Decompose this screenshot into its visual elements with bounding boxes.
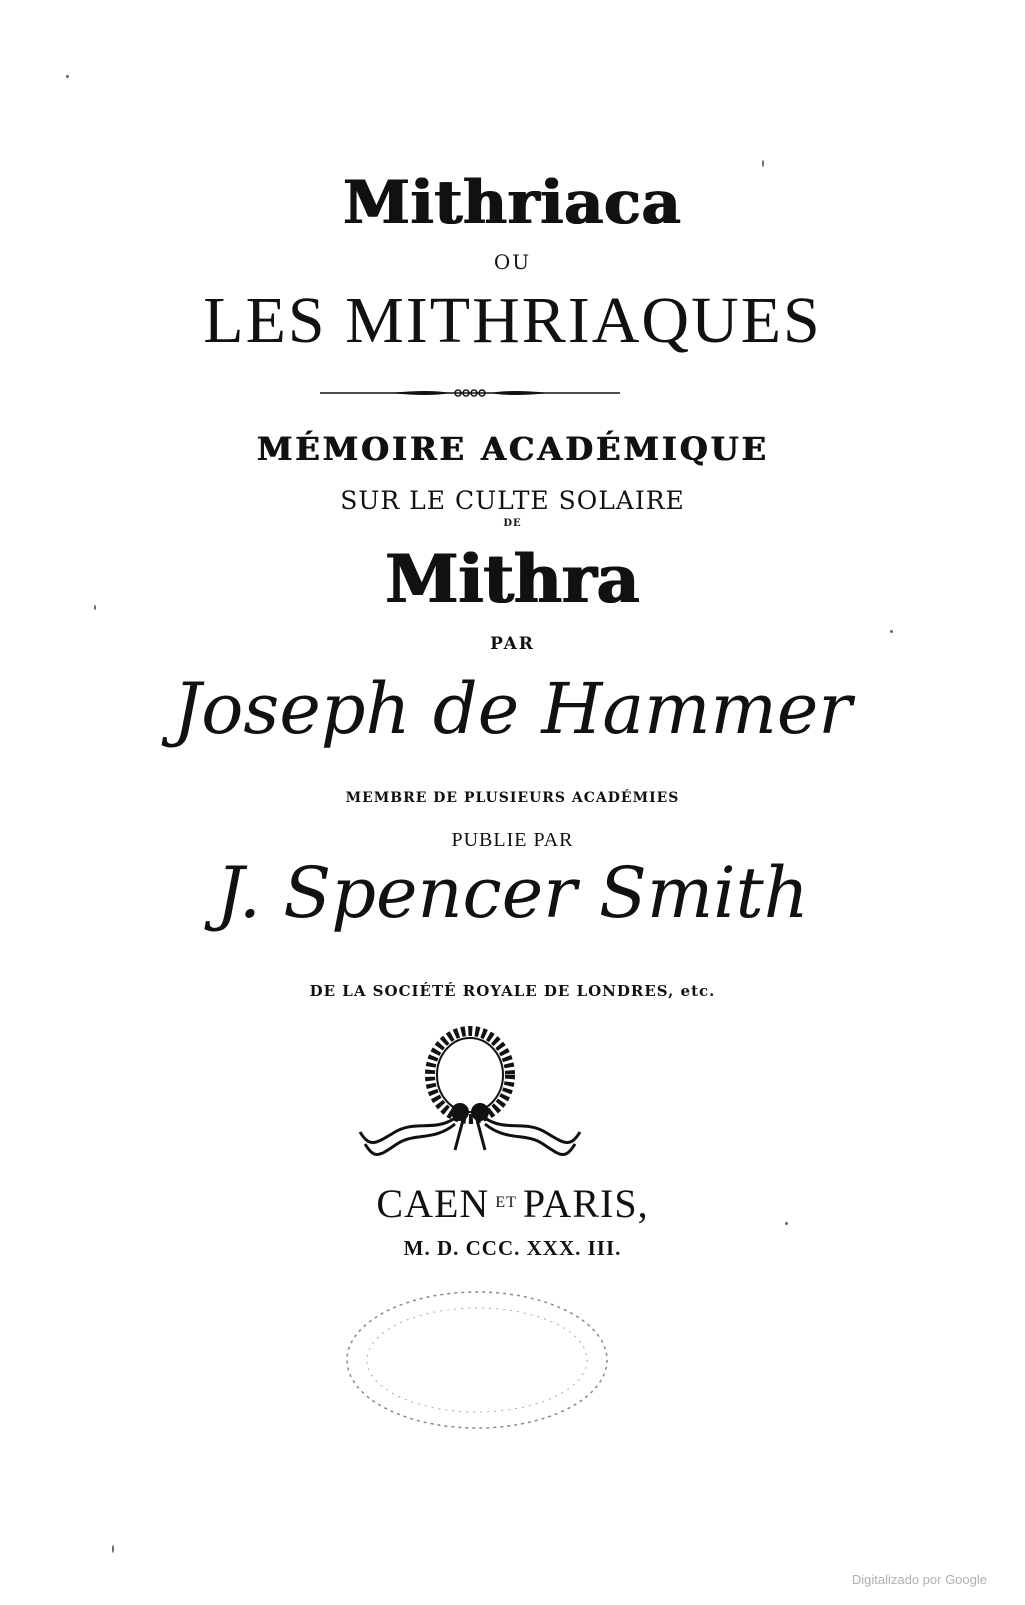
paper-speck [785,1222,788,1225]
paper-speck [762,160,764,167]
main-title: Mithriaca [343,168,682,238]
paper-speck [890,630,893,633]
place-paris: PARIS, [522,1181,649,1226]
editor-credentials: DE LA SOCIÉTÉ ROYALE DE LONDRES, etc. [309,982,716,1000]
place-caen: CAEN [376,1181,490,1226]
paper-speck [112,1545,114,1553]
author-credentials: MEMBRE DE PLUSIEURS ACADÉMIES [345,790,680,806]
place-et: ET [495,1194,517,1211]
de-label: DE [503,518,522,529]
digitization-watermark: Digitalizado por Google [851,1572,987,1587]
subtitle: MÉMOIRE ACADÉMIQUE [256,430,769,468]
author-name: Joseph de Hammer [173,668,852,750]
subject-line: SUR LE CULTE SOLAIRE [340,486,685,515]
ornamental-rule [320,386,620,400]
paper-speck [94,605,96,610]
publication-place [0,1180,1025,1227]
conjunction: OU [493,250,532,274]
french-title: LES MITHRIAQUES [203,284,822,357]
deity-title: Mithra [385,540,640,618]
publie-par-label: PUBLIE PAR [451,829,574,851]
publication-date: M. D. CCC. XXX. III. [403,1236,622,1260]
laurel-wreath-icon [355,1020,585,1165]
library-stamp-icon [340,1285,615,1435]
par-label: PAR [490,634,535,654]
paper-speck [66,75,69,78]
editor-name: J. Spencer Smith [216,852,809,934]
